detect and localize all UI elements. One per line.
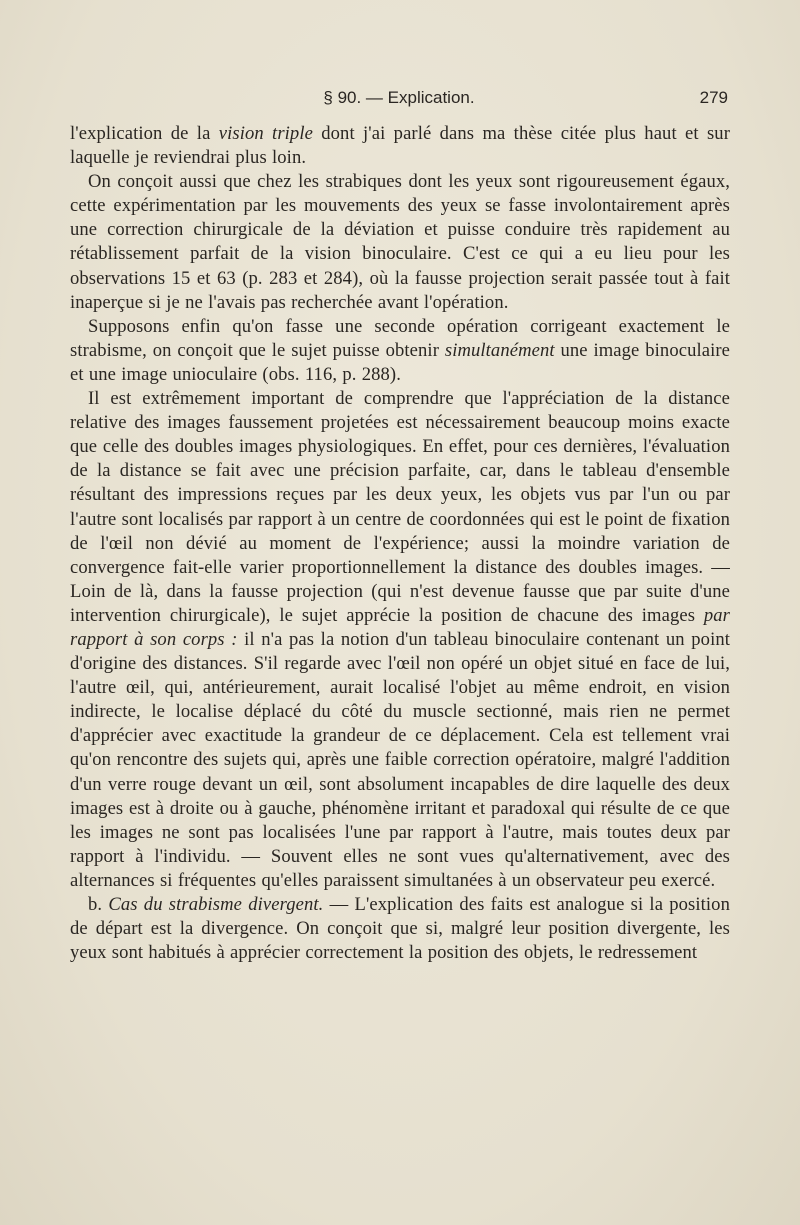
paragraph: l'explication de la vision triple dont j'ai parlé dans ma thèse citée plus haut et sur laquelle je reviendrai plus loin. xyxy=(70,123,730,169)
emphasis: simultanément xyxy=(444,339,555,361)
paragraph: Supposons enfin qu'on fasse une seconde opération corrigeant exactement le strabisme, on conçoit que le sujet puisse obtenir simultanément une image binoculaire et une image unioculaire (obs. 116, p. 288). xyxy=(70,315,731,385)
paragraph: On conçoit aussi que chez les strabiques dont les yeux sont rigoureusement égaux, cette expérimentation par les mouvements des yeux se fasse involontairement après une correction chirurgicale de la déviation et puisse conduire très rapidement au rétablissement parfait de la vision binoculaire. C'est ce qui a eu lieu pour les observations 15 et 63 (p. 283 et 284), où la fausse projection serait passée tout à fait inaperçue si je ne l'avais pas recherchée avant l'opération. xyxy=(70,171,730,313)
emphasis: par rapport à son corps : xyxy=(70,604,730,650)
running-header xyxy=(70,88,728,114)
emphasis: vision triple xyxy=(218,123,313,144)
paragraph: Il est extrêmement important de comprendre que l'appréciation de la distance relative des images faussement projetées est nécessairement beaucoup moins exacte que celle des doubles images physiologiques. En effet, pour ces dernières, l'évaluation de la distance se fait avec une précision parfaite, car, dans le tableau d'ensemble résultant des impressions reçues par les deux yeux, les objets vus par l'un ou par l'autre sont localisés par rapport à un centre de coordonnées qui est le point de fixation de l'œil non dévié au moment de l'expérience; aussi la moindre variation de convergence fait-elle varier proportionnellement la distance des doubles images. — Loin de là, dans la fausse projection (qui n'est devenue fausse que par suite d'une intervention chirurgicale), le sujet apprécie la position de chacune des images par rapport à son corps : il n'a pas la notion d'un tableau binoculaire contenant un point d'origine des distances. S'il regarde avec l'œil non opéré un objet situé en face de lui, l'autre œil, qui, antérieurement, aurait localisé l'objet au même endroit, en vision indirecte, le localise déplacé du côté du muscle sectionné, mais rien ne permet d'apprécier avec exactitude la grandeur de ce déplacement. Cela est tellement vrai qu'on rencontre des sujets qui, après une faible correction opératoire, malgré l'addition d'un verre rouge devant un œil, sont absolument incapables de dire laquelle des deux images est à droite ou à gauche, phénomène irritant et paradoxal qui résulte de ce que les images ne sont pas localisées l'une par rapport à l'autre, mais toutes deux par rapport à l'individu. — Souvent elles ne sont vues qu'alternativement, avec des alternances si fréquentes qu'elles paraissent simultanées à un observateur peu exercé. xyxy=(70,388,730,891)
page-number: 279 xyxy=(699,88,728,107)
section-title: § 90. — Explication. xyxy=(323,88,475,107)
emphasis: Cas du strabisme divergent. xyxy=(108,894,324,915)
body-text xyxy=(70,122,730,965)
paragraph: b. Cas du strabisme divergent. — L'explication des faits est analogue si la position de départ est la divergence. On conçoit que si, malgré leur position divergente, les yeux sont habitués à apprécier correctement la position des objets, le redressement xyxy=(70,894,730,964)
